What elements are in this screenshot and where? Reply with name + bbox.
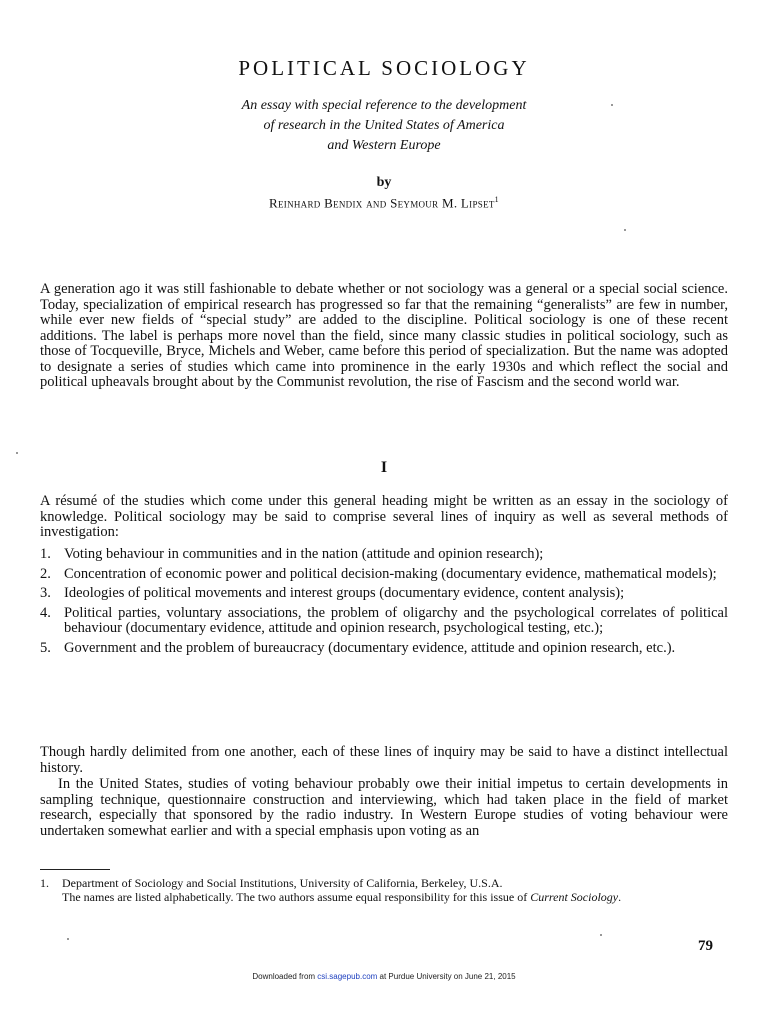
footnote-line-2-end: . [618,890,622,904]
after-list-paragraph: Though hardly delimited from one another, each of these lines of inquiry may be said to have a distinct intellectual history. [40,744,728,776]
source-link[interactable]: csi.sagepub.com [317,972,378,981]
list-item-number: 1. [40,546,51,562]
list-item-number: 2. [40,565,51,582]
list-item [40,641,728,657]
list-item [40,606,728,637]
scan-speck [611,104,613,106]
list-item-text: Government and the problem of bureaucracy (documentary evidence, attitude and opinion research, etc.). [64,639,676,656]
list-item-text: Ideologies of political movements and interest groups (documentary evidence, content analysis); [64,585,625,601]
download-suffix: at Purdue University on June 21, 2015 [377,972,516,981]
list-item-text: Concentration of economic power and political decision-making (documentary evidence, mathematical models); [64,565,717,582]
article-subtitle [0,96,768,156]
author-footnote-mark: 1 [494,195,499,204]
page-number: 79 [698,938,713,954]
author-names [0,195,768,211]
article-title: POLITICAL SOCIOLOGY [238,56,530,80]
byline-label: by [376,175,392,190]
list-item-number: 3. [40,585,51,601]
author-list: Reinhard Bendix and Seymour M. Lipset [269,195,495,211]
subtitle-line: and Western Europe [327,138,441,153]
list-item [40,567,728,583]
scan-speck [16,452,18,454]
scan-speck [624,229,626,231]
list-item-text: Political parties, voluntary associations, the problem of oligarchy and the psychological correlates of political behaviour (documentary evidence, attitude and opinion research, psychological testing, etc.); [64,604,728,636]
footnote [40,876,728,904]
list-item [40,547,728,563]
list-item [40,586,728,602]
list-item-number: 5. [40,639,51,656]
subtitle-line: of research in the United States of America [263,118,505,133]
inquiry-list [40,547,728,660]
footnote-divider [40,869,110,870]
download-notice [0,972,768,981]
subtitle-line: An essay with special reference to the development [241,98,527,113]
scan-speck [600,934,602,936]
footnote-number: 1. [40,876,49,890]
list-item-number: 4. [40,604,51,621]
list-item-text: Voting behaviour in communities and in the nation (attitude and opinion research); [64,546,544,562]
section-intro-paragraph: A résumé of the studies which come under this general heading might be written as an essay in the sociology of knowledge. Political sociology may be said to comprise several lines of inquiry as well as several methods of investigation: [40,493,728,540]
download-prefix: Downloaded from [252,972,318,981]
scan-speck [67,938,69,940]
intro-paragraph: A generation ago it was still fashionable to debate whether or not sociology was a general or a special social science. Today, specialization of empirical research has progressed so far that the remaining “generalists” are few in number, while ever new fields of “special study” are added to the discipline. Political sociology is one of these recent additions. The label is perhaps more novel than the field, since many classic studies in political sociology, such as those of Tocqueville, Bryce, Michels and Weber, came before this period of specialization. But the name was adopted to designate a series of studies which came into prominence in the early 1930s and which reflect the social and political upheavals brought about by the Communist revolution, the rise of Fascism and the second world war. [40,281,728,390]
footnote-line-2 [40,890,728,904]
voting-paragraph: In the United States, studies of voting behaviour probably owe their initial impetus to certain developments in sampling technique, questionnaire construction and interviewing, which had taken place in the field of market research, especially that sponsored by the radio industry. In Western Europe studies of voting behaviour were undertaken somewhat earlier and with a special emphasis upon voting as an [40,776,728,839]
footnote-line-2-text: The names are listed alphabetically. The two authors assume equal responsibility for this issue of [62,890,531,904]
journal-name: Current Sociology [530,890,619,904]
section-heading: I [380,459,388,476]
footnote-line-1: Department of Sociology and Social Institutions, University of California, Berkeley, U.S.A. [62,876,503,890]
